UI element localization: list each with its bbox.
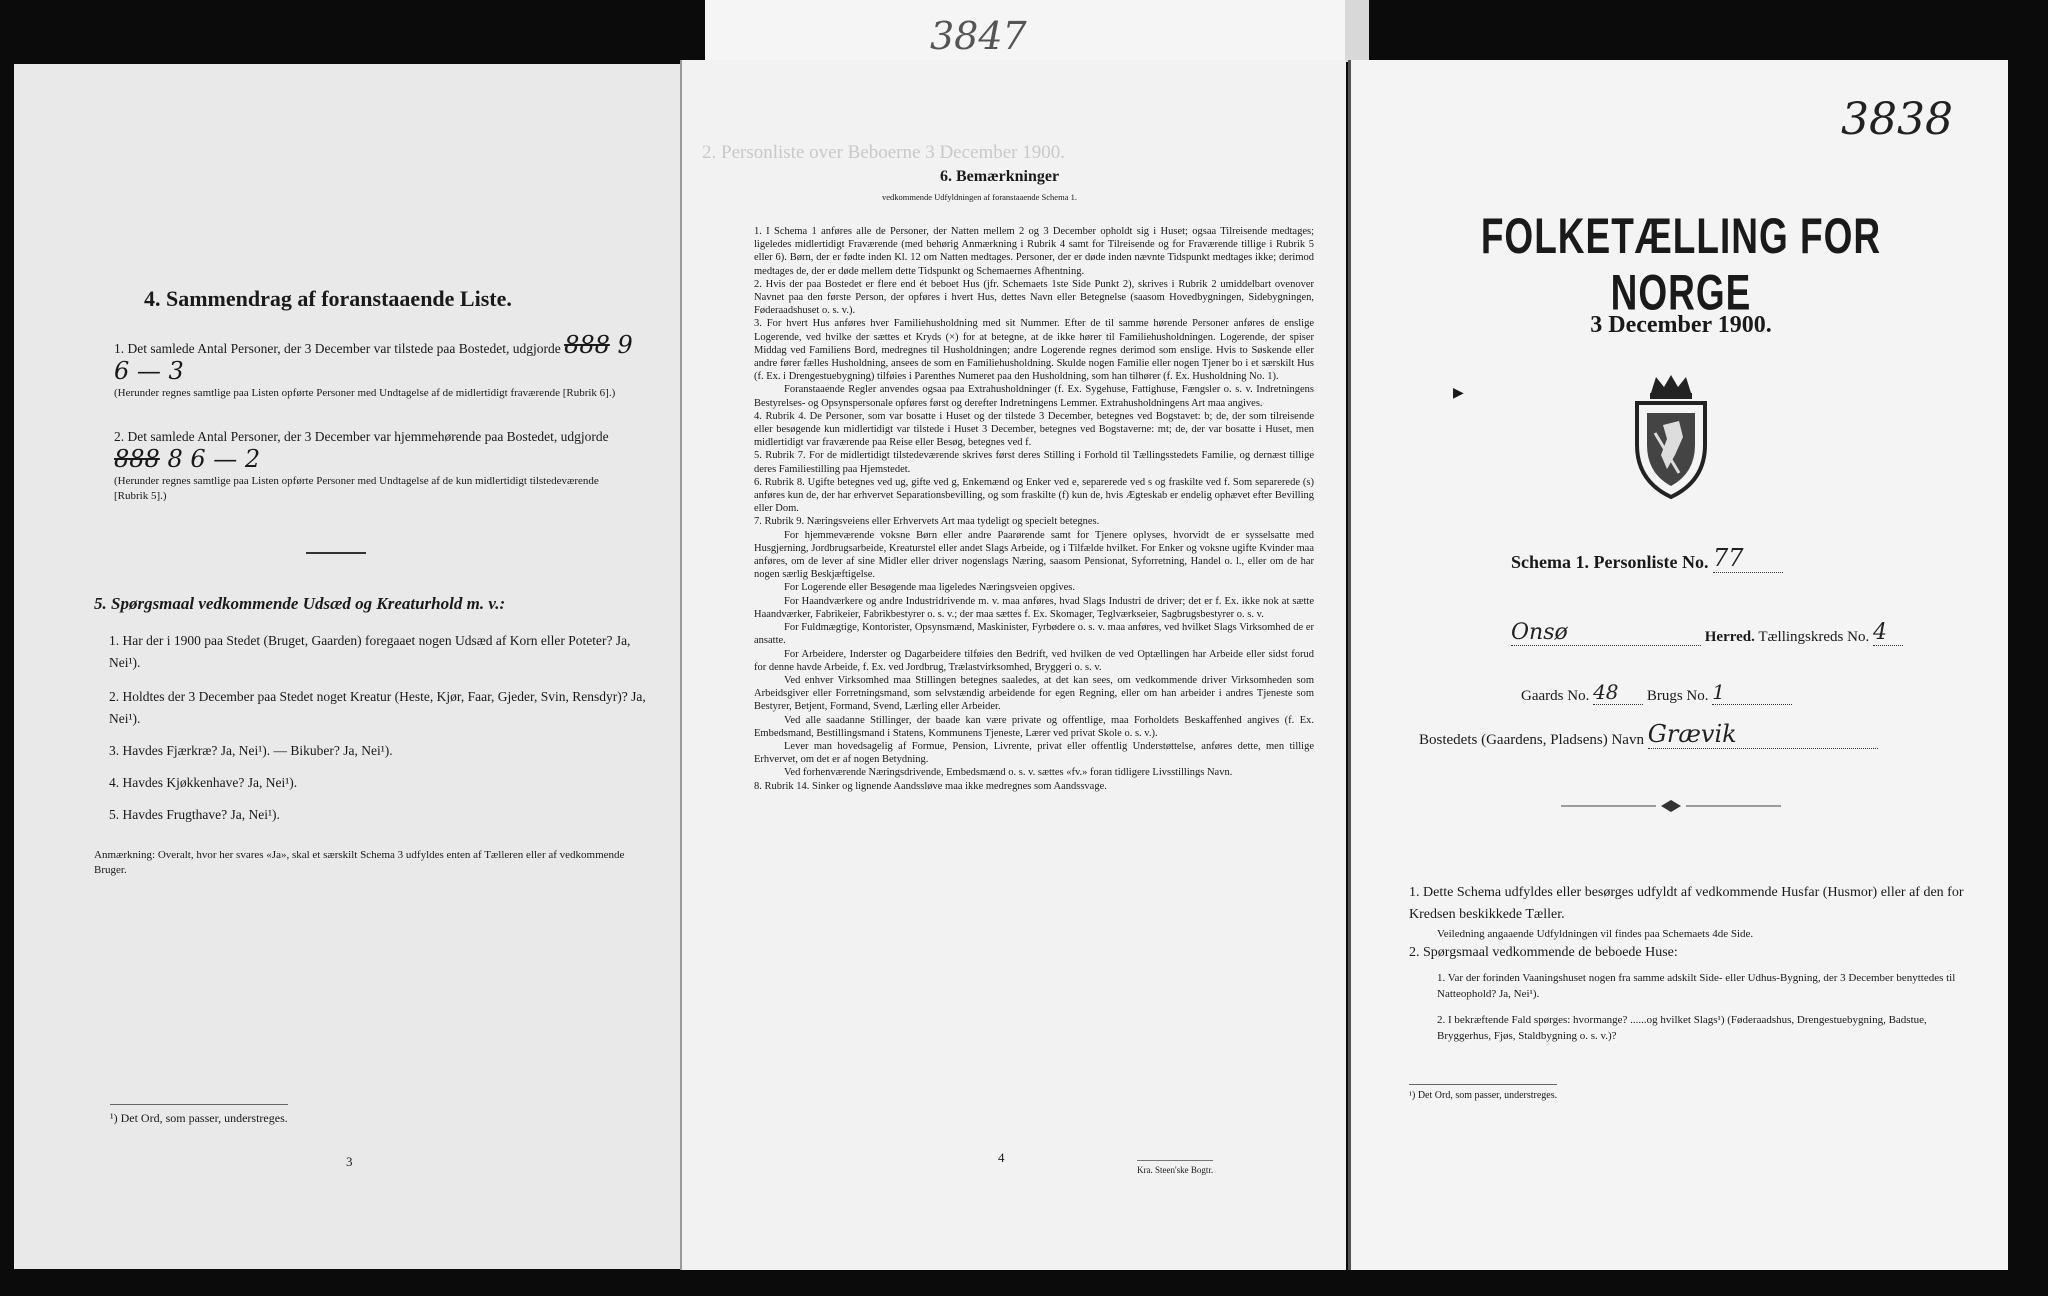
schema-line: Schema 1. Personliste No. 77: [1511, 544, 1783, 573]
instruction-2-2: 2. I bekræftende Fald spørges: hvormange? ......og hvilket Slags¹) (Føderaadshus, Drengestuebygning, Badstue, Bryggerhus, Fjøs, Staldbygning o. s. v.)?: [1437, 1014, 1927, 1042]
remark-item: Foranstaaende Regler anvendes ogsaa paa Extrahusholdninger (f. Ex. Sygehuse, Fattighuse, Fængsler o. s. v. Indretningens Bestyrelses- og Opsynspersonale opføres først og derefter Indretningens Lemmer. Extrahusholdningens Art maa angives.: [754, 384, 1314, 409]
section-6-subtitle: vedkommende Udfyldningen af foranstaaende Schema 1.: [882, 192, 1077, 202]
section-5-title: 5. Spørgsmaal vedkommende Udsæd og Kreaturhold m. v.:: [94, 594, 506, 613]
herred-line: Onsø Herred. Tællingskreds No. 4: [1511, 620, 1903, 646]
instructions: [1409, 882, 1969, 1044]
kreds-field[interactable]: 4: [1873, 620, 1903, 646]
remark-item: 4. Rubrik 4. De Personer, som var bosatte i Huset og der tilstede 3 December, betegnes ved Bogstavet: b; de, der som tilreisende eller besøgende kun midlertidigt var tilstede i Huset 3 December, betegnes ved Bogstaverne: mt; de, der var bosatte i Huset, men midlertidigt var fraværende paa Reise eller Besøg, betegnes ved f.: [754, 410, 1314, 449]
s5-item-2: 2. Holdtes der 3 December paa Stedet noget Kreatur (Heste, Kjør, Faar, Gjeder, Svin, Rensdyr)? Ja, Nei¹).: [109, 689, 646, 726]
instruction-1: 1. Dette Schema udfyldes eller besørges udfyldt af vedkommende Husfar (Husmor) eller af den for Kredsen beskikkede Tæller.: [1409, 885, 1964, 922]
handwritten-page-number: 3838: [1841, 94, 1953, 145]
remark-item: For Logerende eller Besøgende maa ligeledes Næringsveien opgives.: [784, 582, 1075, 594]
remark-item: 5. Rubrik 7. For de midlertidigt tilstedeværende skrives først deres Stilling i Forhold til Tællingsstedets Familie, og dernæst tillige deres Familiestilling paa Hjemstedet.: [754, 450, 1314, 475]
handwritten-archive-number: 3847: [930, 14, 1027, 58]
page-number: 4: [998, 1150, 1005, 1165]
ornament-divider-icon: [1561, 796, 1781, 816]
brugs-field[interactable]: 1: [1712, 680, 1792, 705]
question-1: [114, 331, 634, 401]
s5-item-4: 4. Havdes Kjøkkenhave? Ja, Nei¹).: [109, 775, 298, 790]
remark-item: For Arbeidere, Inderster og Dagarbeidere tilføies den Bedrift, ved hvilken de ved Optællingen har Arbeide eller sidst forud for denne havde Arbeide, f. Ex. ved Jordbrug, Trælastvirksomhed, Bryggeri o. s. v.: [754, 648, 1314, 673]
remark-item: For hjemmeværende voksne Børn eller andre Paarørende samt for Tjenere oplyses, hvorvidt de er sysselsatte med Husgjerning, Jordbrugsarbeide, Kreaturstel eller andet Slags Arbeide, og i Tilfælde hvilket. For Enker og voksne ugifte Kvinder maa anføres, om de lever af sine Midler eller driver nogenslags Næring, saasom Pensionat, Syforretning, Handel o. l., eller om de har nogen særlig Beskjæftigelse.: [754, 529, 1314, 581]
remark-item: For Fuldmægtige, Kontorister, Opsynsmænd, Maskinister, Fyrbødere o. s. v. maa anføres, ved hvilket Slags Virksomhed de er ansatte.: [754, 622, 1314, 647]
s5-item-3: 3. Havdes Fjærkræ? Ja, Nei¹). — Bikuber? Ja, Nei¹).: [109, 743, 393, 758]
instruction-2-1: 1. Var der forinden Vaaningshuset nogen fra samme adskilt Side- eller Udhus-Bygning, der 3 December benyttedes til Natteophold? Ja, Nei¹).: [1437, 972, 1956, 1000]
census-date: 3 December 1900.: [1590, 312, 1772, 338]
bosted-field[interactable]: Grævik: [1648, 720, 1878, 749]
page-1-cover: [1348, 60, 2008, 1270]
remark-item: Ved enhver Virksomhed maa Stillingen betegnes saaledes, at det kan sees, om vedkommende driver Virksomheden som Arbeidsgiver eller Forretningsmand, som selvstændig arbeidende for egen Regning, eller om han arbeider i andres Tjeneste som Bestyrer, Betjent, Formand, Svend, Lærling eller Arbeider.: [754, 674, 1314, 713]
remarks-list: [754, 225, 1314, 793]
footnote: ¹) Det Ord, som passer, understreges.: [1409, 1084, 1557, 1101]
section-6-title: 6. Bemærkninger: [940, 168, 1060, 185]
footnote: ¹) Det Ord, som passer, understreges.: [110, 1104, 288, 1126]
page-3: [14, 64, 680, 1269]
question-1-value: 888 9 6 — 3: [114, 331, 633, 385]
remark-item: Ved alle saadanne Stillinger, der baade kan være private og offentlige, maa Forholdets Beskaffenhed angives (f. Ex. Embedsmand, Bestillingsmand i Statens, Kommunens Tjeneste, Lærer ved privat Skole o. s. v.).: [754, 714, 1314, 739]
bosted-line: Bostedets (Gaardens, Pladsens) Navn Grævik: [1419, 720, 1878, 749]
bleed-through-header: 2. Personliste over Beboerne 3 December 1900.: [702, 142, 1066, 163]
question-1-text: 1. Det samlede Antal Personer, der 3 December var tilstede paa Bostedet, udgjorde: [114, 341, 561, 356]
remark-item: Lever man hovedsagelig af Formue, Pension, Livrente, privat eller offentlig Understøttelse, anføres dette, men tillige Erhvervet, om det er af nogen Betydning.: [754, 740, 1314, 766]
remark-item: 1. I Schema 1 anføres alle de Personer, der Natten mellem 2 og 3 December opholdt sig i Huset; ogsaa Tilreisende medtages; ligeledes midlertidigt Fraværende (med behørig Anmærkning i Rubrik 4 samt for Tilreisende og for Fraværende tillige i Rubrik 5 eller 6). Børn, der er fødte inden Kl. 12 om Natten medtages. Personer, der er døde inden nævnte Tidspunkt medtages ikke; derimod medtages de, der er døde mellem dette Tidspunkt og Schemaernes Afhentning.: [754, 226, 1314, 277]
gaards-field[interactable]: 48: [1593, 680, 1643, 705]
coat-of-arms-icon: [1621, 373, 1721, 501]
remark-item: Ved forhenværende Næringsdrivende, Embedsmænd o. s. v. sættes «fv.» foran tidligere Livsstillings Navn.: [784, 767, 1233, 779]
rear-sheet-tab: [705, 0, 1345, 62]
herred-field[interactable]: Onsø: [1511, 620, 1701, 646]
remark-item: 3. For hvert Hus anføres hver Familiehusholdning med sit Nummer. Efter de til samme hørende Personer anføres de enslige Logerende, ved hvilke der sættes et Kryds (×) for at betegne, at de ikke hører til Familiehusholdningen. Logerende, der spiser Middag ved Familiens Bord, medregnes til Husholdningen; andre Logerende regnes derimod som enslige. Hvis to Søskende eller andre fører fælles Husholdning, ansees de som en Familiehusholdning. Skulde nogen Familie eller nogen Tjener bo i et særskilt Hus (f. Ex. i Drengestuebygning) tilføies i Parenthes Numeret paa den Husholdning, som han tilhører (f. Ex. Husholdning No. 1).: [754, 318, 1314, 383]
section-4-title: 4. Sammendrag af foranstaaende Liste.: [144, 286, 512, 311]
remark-item: 8. Rubrik 14. Sinker og lignende Aandssløve maa ikke medregnes som Aandssvage.: [754, 780, 1107, 792]
arrow-mark-icon: ▶: [1453, 386, 1464, 401]
question-2-value: 888 8 6 — 2: [114, 445, 261, 473]
page-number: 3: [346, 1154, 353, 1169]
remark-item: For Haandværkere og andre Industridrivende m. v. maa anføres, hvad Slags Industri de driver; det er f. Ex. ikke nok at sætte Haandværker, Fabrikeier, Fabrikbestyrer o. s. v.; der maa sættes f. Ex. Skomager, Teglværkseier, Sagbrugsbestyrer o. s. v.: [754, 595, 1314, 620]
sheet-stack-edge: [1345, 0, 1369, 62]
instruction-1-sub: Veiledning angaaende Udfyldningen vil findes paa Schemaets 4de Side.: [1437, 928, 1754, 940]
printer-imprint: Kra. Steen'ske Bogtr.: [1137, 1160, 1213, 1175]
question-2-text: 2. Det samlede Antal Personer, der 3 December var hjemmehørende paa Bostedet, udgjorde: [114, 429, 609, 444]
s5-item-5: 5. Havdes Frugthave? Ja, Nei¹).: [109, 807, 280, 822]
anmaerkning: Anmærkning: Overalt, hvor her svares «Ja», skal et særskilt Schema 3 udfyldes enten af Tælleren eller af vedkommende Bruger.: [94, 849, 625, 876]
instruction-2: 2. Spørgsmaal vedkommende de beboede Huse:: [1409, 945, 1678, 960]
gaard-brug-line: Gaards No. 48 Brugs No. 1: [1521, 680, 1792, 705]
remark-item: 2. Hvis der paa Bostedet er flere end ét beboet Hus (jfr. Schemaets 1ste Side Punkt 2), skrives i Rubrik 2 umiddelbart ovenover Navnet paa den første Person, der opføres i hvert Hus, dettes Navn eller Betegnelse (saasom Hovedbygningen, Sidebygningen, Føderaadshuset o. s. v.).: [754, 278, 1314, 317]
question-1-note: (Herunder regnes samtlige paa Listen opførte Personer med Undtagelse af de midlertidigt fraværende [Rubrik 6].): [114, 387, 616, 399]
personliste-number-field[interactable]: 77: [1713, 544, 1783, 573]
remark-item: 6. Rubrik 8. Ugifte betegnes ved ug, gifte ved g, Enkemænd og Enker ved e, separerede ved s og fraskilte ved f. Som separerede (s) anføres kun de, der har erhvervet Separationsbevilling, og som fraskilte (f) kun de, hvis Ægteskab er endelig ophævet efter Bevilling eller Dom.: [754, 476, 1314, 515]
remark-item: 7. Rubrik 9. Næringsveiens eller Erhvervets Art maa tydeligt og specielt betegnes.: [754, 516, 1100, 528]
question-2: [114, 426, 634, 504]
question-2-note: (Herunder regnes samtlige paa Listen opførte Personer med Undtagelse af de kun midlertidigt tilstedeværende [Rubrik 5].): [114, 475, 599, 502]
section-divider: [306, 552, 366, 554]
document-title: FOLKETÆLLING FOR NORGE: [1480, 208, 1882, 321]
s5-item-1: 1. Har der i 1900 paa Stedet (Bruget, Gaarden) foregaaet nogen Udsæd af Korn eller Poteter? Ja, Nei¹).: [109, 633, 631, 670]
page-4: [680, 60, 1346, 1270]
